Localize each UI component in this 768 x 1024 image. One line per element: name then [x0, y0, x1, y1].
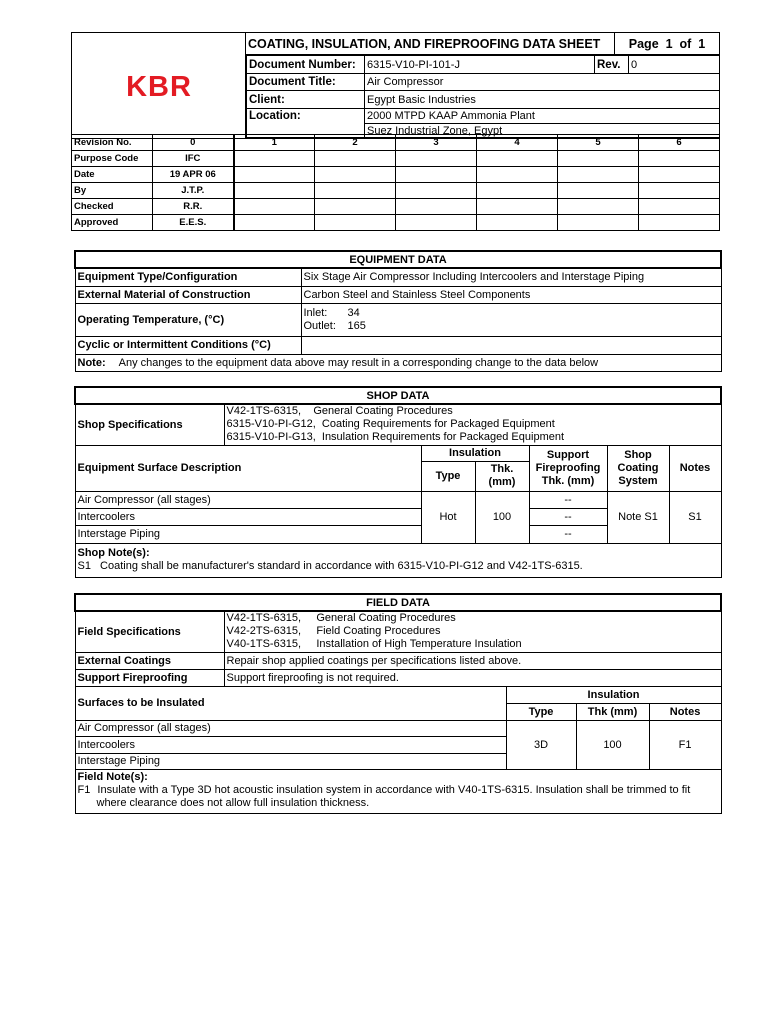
doc-number: 6315-V10-PI-101-J: [365, 56, 595, 74]
field-insulation-header: Insulation: [506, 686, 721, 703]
surface-item: Intercoolers: [75, 736, 506, 753]
shop-notes-header: Notes: [669, 445, 721, 491]
surface-item: Interstage Piping: [75, 526, 421, 543]
shop-insulation-cell: [421, 491, 529, 543]
field-notes-header: Notes: [649, 703, 721, 720]
equipment-data-section: [74, 250, 722, 372]
operating-temp-values: [301, 303, 721, 336]
surface-item: Interstage Piping: [75, 753, 506, 769]
sheet-title: COATING, INSULATION, AND FIREPROOFING DATA SHEET: [246, 33, 615, 55]
checked-row: Checked R.R.: [72, 199, 720, 215]
field-spec-item: V42-2TS-6315, Field Coating Procedures: [226, 625, 441, 638]
shop-spec-item: 6315-V10-PI-G12, Coating Requirements for Packaged Equipment: [226, 418, 555, 431]
location-label: Location:: [247, 109, 365, 138]
shop-note-ref: S1: [669, 491, 721, 543]
external-coatings-label: External Coatings: [75, 652, 224, 669]
shop-notes: [75, 543, 721, 577]
rev-label: Rev.: [595, 56, 629, 74]
shop-note-s1: S1 Coating shall be manufacturer's standard in accordance with 6315-V10-PI-G12 and V42-1TS-6315.: [77, 560, 583, 572]
field-data-title: FIELD DATA: [75, 594, 721, 611]
equipment-type-value: Six Stage Air Compressor Including Intercoolers and Interstage Piping: [301, 268, 721, 286]
svg-text:KBR: KBR: [125, 70, 192, 101]
doc-title-label: Document Title:: [247, 74, 365, 91]
field-spec-label: Field Specifications: [75, 611, 224, 652]
shop-thk-header: Thk. (mm): [475, 461, 529, 491]
support-fireproofing-label: Support Fireproofing: [75, 669, 224, 686]
shop-data-section: [74, 386, 722, 578]
doc-title: Air Compressor: [365, 74, 720, 91]
surface-item: Air Compressor (all stages): [75, 720, 506, 736]
shop-insulation-type: Hot: [422, 492, 476, 543]
outlet-label: Outlet:: [303, 319, 336, 332]
outlet-value: 165: [347, 319, 366, 332]
approved-row: Approved E.E.S.: [72, 215, 720, 231]
shop-coating-header: Shop Coating System: [607, 445, 669, 491]
field-insulation-type: 3D: [506, 720, 576, 769]
material-value: Carbon Steel and Stainless Steel Components: [301, 286, 721, 303]
inlet-value: 34: [347, 306, 360, 319]
equipment-type-label: Equipment Type/Configuration: [75, 268, 301, 286]
shop-type-header: Type: [421, 461, 475, 491]
support-thk-value: --: [529, 491, 607, 508]
field-insulation-thk: 100: [576, 720, 649, 769]
shop-spec-list: [224, 404, 721, 445]
support-thk-value: --: [529, 526, 607, 543]
date-row: Date 19 APR 06: [72, 167, 720, 183]
header-block: [71, 32, 720, 139]
field-note-f1-continued: where clearance does not allow full insulation thickness.: [96, 796, 370, 809]
field-spec-item: V42-1TS-6315, General Coating Procedures: [226, 612, 456, 625]
external-coatings-value: Repair shop applied coatings per specifications listed above.: [224, 652, 721, 669]
by-row: By J.T.P.: [72, 183, 720, 199]
document-info: [246, 55, 720, 139]
cyclic-value: [301, 336, 721, 354]
field-data-section: [74, 593, 722, 814]
field-spec-item: V40-1TS-6315, Installation of High Temperature Insulation: [226, 638, 522, 651]
support-fireproofing-header: Support Fireproofing Thk. (mm): [529, 445, 607, 491]
client-label: Client:: [247, 91, 365, 109]
page-indicator: Page 1 of 1: [615, 33, 720, 55]
rev-value: 0: [629, 56, 720, 74]
field-note-ref: F1: [649, 720, 721, 769]
field-note-f1: F1 Insulate with a Type 3D hot acoustic insulation system in accordance with V40-1TS-6315. Insulation shall be trimmed to fit: [77, 783, 691, 796]
field-spec-list: [224, 611, 721, 652]
table-row: [75, 491, 721, 508]
revision-table: [71, 134, 720, 231]
material-label: External Material of Construction: [75, 286, 301, 303]
doc-number-label: Document Number:: [247, 56, 365, 74]
shop-insulation-thk: 100: [492, 511, 512, 523]
inlet-label: Inlet:: [303, 306, 328, 319]
kbr-logo: [114, 71, 204, 101]
support-fireproofing-value: Support fireproofing is not required.: [224, 669, 721, 686]
shop-data-title: SHOP DATA: [75, 387, 721, 404]
shop-spec-item: 6315-V10-PI-G13, Insulation Requirements for Packaged Equipment: [226, 431, 565, 444]
field-thk-header: Thk (mm): [576, 703, 649, 720]
shop-coating-system: Note S1: [607, 491, 669, 543]
client: Egypt Basic Industries: [365, 91, 720, 109]
field-notes-title: Field Note(s):: [77, 770, 148, 783]
surfaces-insulated-label: Surfaces to be Insulated: [75, 686, 506, 720]
field-notes: [75, 769, 721, 813]
logo-cell: [72, 33, 246, 139]
support-thk-value: --: [529, 508, 607, 525]
location-line1: 2000 MTPD KAAP Ammonia Plant: [365, 109, 720, 124]
shop-spec-label: Shop Specifications: [75, 404, 224, 445]
location-line2: Suez Industrial Zone, Egypt: [365, 124, 720, 138]
table-row: [75, 720, 721, 736]
field-type-header: Type: [506, 703, 576, 720]
surface-item: Air Compressor (all stages): [75, 491, 421, 508]
cyclic-label: Cyclic or Intermittent Conditions (°C): [75, 336, 301, 354]
equipment-data-title: EQUIPMENT DATA: [75, 251, 721, 268]
shop-insulation-header: Insulation: [421, 445, 529, 461]
purpose-code-row: Purpose Code IFC: [72, 151, 720, 167]
operating-temp-label: Operating Temperature, (°C): [75, 303, 301, 336]
surface-item: Intercoolers: [75, 508, 421, 525]
shop-spec-item: V42-1TS-6315, General Coating Procedures: [226, 405, 453, 418]
equipment-note: Note: Any changes to the equipment data above may result in a corresponding change to the data below: [75, 354, 721, 371]
shop-notes-title: Shop Note(s):: [77, 547, 150, 559]
revision-row: Revision No. 0 1 2 3 4 5 6: [72, 135, 720, 151]
surface-desc-label: Equipment Surface Description: [75, 445, 421, 491]
